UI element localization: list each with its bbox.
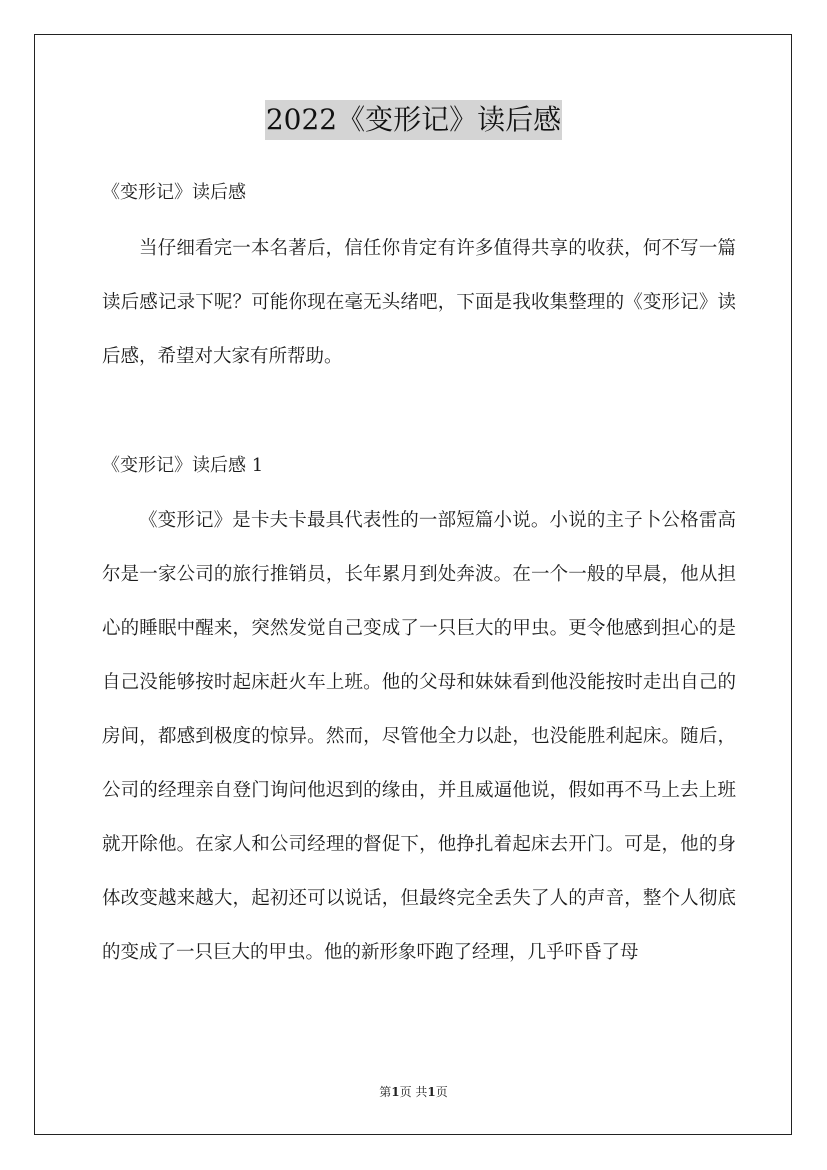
document-title: 2022《变形记》读后感 (265, 100, 562, 140)
intro-paragraph: 当仔细看完一本名著后，信任你肯定有许多值得共享的收获，何不写一篇读后感记录下呢？可能你现在毫无头绪吧，下面是我收集整理的《变形记》读后感，希望对大家有所帮助。 (102, 238, 736, 367)
page-footer (0, 1083, 827, 1100)
footer-page-suffix: 页 (435, 1085, 448, 1099)
section1-paragraph: 《变形记》是卡夫卡最具代表性的一部短篇小说。小说的主子卜公格雷高尔是一家公司的旅行推销员，长年累月到处奔波。在一个一般的早晨，他从担心的睡眠中醒来，突然发觉自己变成了一只巨大的甲虫。更令他感到担心的是自己没能够按时起床赶火车上班。他的父母和妹妹看到他没能按时走出自己的房间，都感到极度的惊异。然而，尽管他全力以赴，也没能胜利起床。随后，公司的经理亲自登门询问他迟到的缘由，并且威逼他说，假如再不马上去上班就开除他。在家人和公司经理的督促下，他挣扎着起床去开门。可是，他的身体改变越来越大，起初还可以说话，但最终完全丢失了人的声音，整个人彻底的变成了一只巨大的甲虫。他的新形象吓跑了经理，几乎吓昏了母 (102, 510, 736, 963)
section1-heading: 《变形记》读后感 1 (102, 455, 264, 476)
footer-page-total: 1 (427, 1085, 436, 1099)
footer-page-current: 1 (391, 1085, 400, 1099)
intro-heading: 《变形记》读后感 (102, 182, 246, 203)
footer-page-prefix: 第 (379, 1085, 392, 1099)
footer-page-mid: 页 共 (399, 1085, 428, 1099)
title-container (0, 100, 827, 140)
